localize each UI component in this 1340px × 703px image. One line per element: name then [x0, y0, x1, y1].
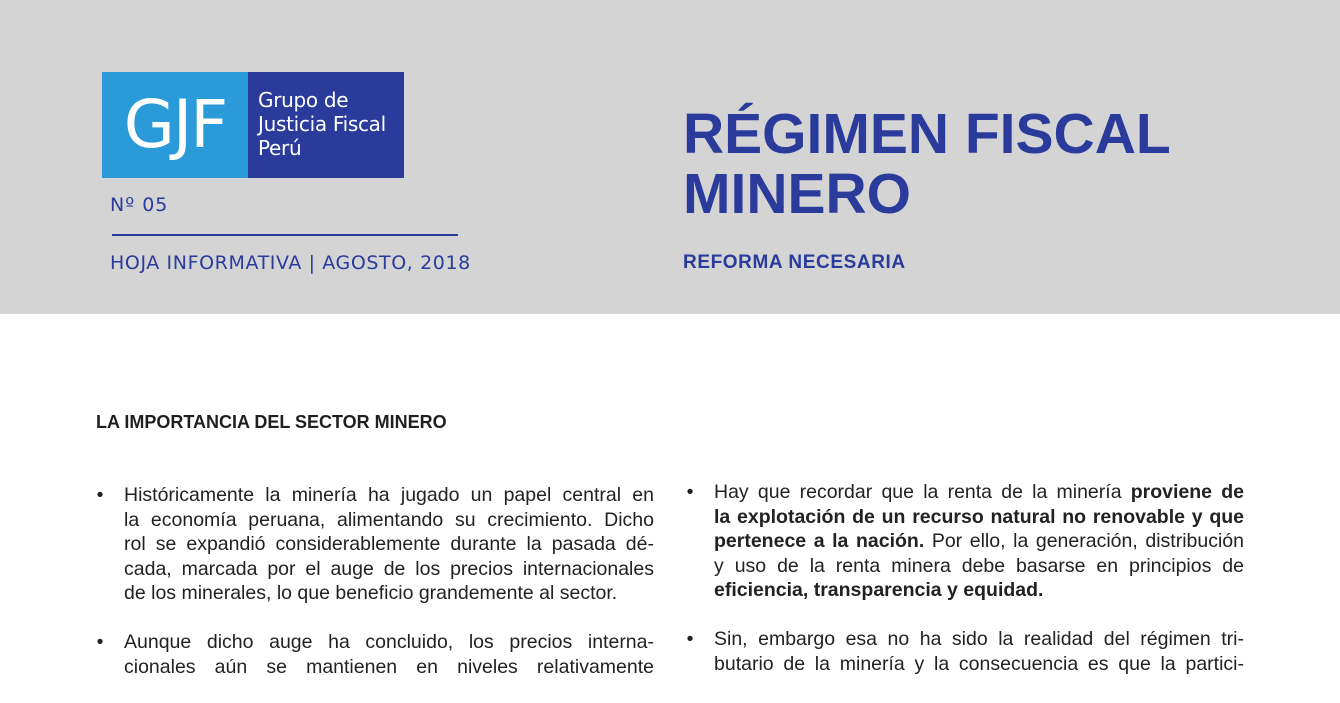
logo-name-line-1: Grupo de: [258, 88, 349, 112]
logo-name-line-3: Perú: [258, 136, 302, 160]
issue-number: Nº 05: [110, 194, 169, 216]
text-line: [714, 578, 1244, 603]
left-column: [96, 483, 654, 703]
text-line: y uso de la renta minera debe basarse en principios de: [714, 554, 1244, 577]
text-line: Sin, embargo esa no ha sido la realidad del régimen tri-: [714, 627, 1244, 650]
logo-name-block: [248, 72, 404, 178]
list-item: [96, 630, 654, 679]
gjf-logo: [102, 72, 404, 178]
publication-meta: HOJA INFORMATIVA | AGOSTO, 2018: [110, 252, 471, 274]
bullet-icon: •: [96, 630, 104, 653]
text-line: cionales aún se mantienen en niveles relativamente: [124, 655, 654, 678]
logo-abbr: GJF: [123, 86, 227, 163]
text-line: Aunque dicho auge ha concluido, los precios interna-: [124, 630, 654, 653]
text-line: [714, 480, 1244, 505]
bullet-icon: •: [686, 627, 694, 650]
text-line: cada, marcada por el auge de los precios internacionales: [124, 557, 654, 580]
section-heading: LA IMPORTANCIA DEL SECTOR MINERO: [96, 412, 447, 432]
emphasis-text: la explotación de un recurso natural no renovable y que: [714, 505, 1244, 528]
title-line-2: MINERO: [683, 162, 911, 226]
list-item: [96, 483, 654, 606]
text-line: la economía peruana, alimentando su crecimiento. Dicho: [124, 508, 654, 531]
emphasis-text: pertenece a la nación.: [714, 530, 925, 553]
logo-name-line-2: Justicia Fiscal: [258, 112, 386, 136]
title-line-1: RÉGIMEN FISCAL: [683, 102, 1171, 166]
text-span: Por ello, la generación, distribución: [924, 530, 1244, 553]
emphasis-text: proviene de: [1130, 481, 1244, 503]
text-line: Históricamente la minería ha jugado un papel central en: [124, 484, 654, 506]
emphasis-text: eficiencia, transparencia y equidad.: [714, 579, 1044, 602]
right-column: [686, 480, 1244, 700]
text-line: [714, 529, 1244, 554]
text-line: de los minerales, lo que beneficio grandemente al sector.: [124, 582, 618, 605]
bullet-icon: •: [96, 484, 104, 506]
bullet-icon: •: [686, 481, 694, 503]
header-banner: [0, 0, 1340, 314]
document-subtitle: REFORMA NECESARIA: [683, 252, 906, 273]
document-title: [683, 104, 1171, 224]
text-span: Hay que recordar que la renta de la minería: [714, 481, 1131, 503]
logo-abbr-block: [102, 72, 248, 178]
text-line: rol se expandió considerablemente durante la pasada dé-: [124, 533, 654, 556]
text-line: [714, 505, 1244, 530]
list-item: [686, 627, 1244, 676]
text-line: butario de la minería y la consecuencia es que la partici-: [714, 652, 1244, 675]
header-divider: [112, 234, 458, 236]
list-item: [686, 480, 1244, 603]
